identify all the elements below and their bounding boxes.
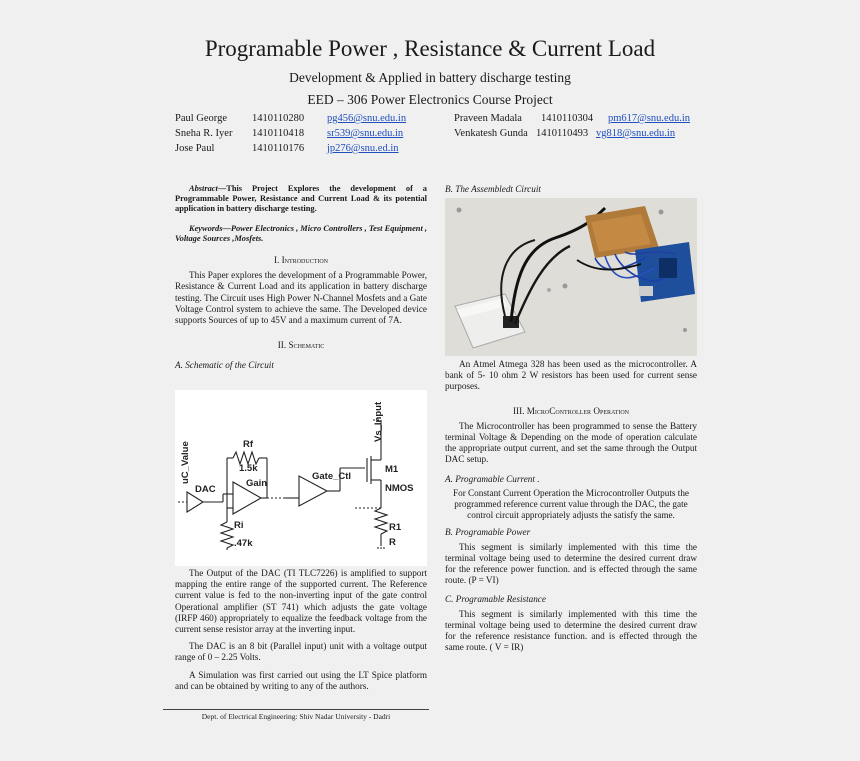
author-email-link[interactable]: sr539@snu.edu.in — [327, 128, 404, 139]
abstract-label: Abstract — [189, 184, 218, 193]
assembled-circuit-photo — [445, 198, 697, 356]
nmos-label: NMOS — [385, 483, 414, 494]
power-text: This segment is similarly implemented with this time the terminal voltage being used to determine the desired current draw for the reference power function. and is effected through the same route. (P = VI) — [445, 541, 697, 586]
author-name: Jose Paul — [175, 143, 215, 154]
author-name: Paul George — [175, 113, 228, 124]
assembled-subheading: B. The Assembledt Circuit — [445, 184, 541, 194]
schematic-subheading: A. Schematic of the Circuit — [175, 360, 274, 371]
dac-label: DAC — [195, 484, 216, 495]
abstract — [175, 184, 427, 215]
resistance-text: This segment is similarly implemented with this time the terminal voltage being used to determine the desired current draw for the reference resistance function. and is effected through the same route. ( V = IR) — [445, 608, 697, 653]
vs-input-label: Vs_Input — [373, 401, 384, 442]
schematic-paragraph: The Output of the DAC (TI TLC7226) is amplified to support mapping the entire range of the supported current. The Reference current value is fed to the non-inverting input of the gate control Operational amplifier (ST 741) which adjusts the gate voltage (IRFP 460) appropriately to equalize the feedback voltage from the current sense resistor array at the inverting input. — [175, 568, 427, 635]
left-column-top — [175, 184, 427, 372]
ri-value-label: .47k — [234, 538, 253, 549]
keywords-text: —Power Electronics , Micro Controllers , Test Equipment , Voltage Sources ,Mosfets. — [175, 223, 427, 243]
author-id: 1410110493 — [536, 128, 589, 139]
mcu-paragraph: The Microcontroller has been programmed to sense the Battery terminal Voltage & Depending on the mode of operation calculate the appropriate output current, and set the same through the Output DAC setup. — [445, 420, 697, 465]
schematic-diagram — [175, 390, 427, 566]
r1-label: R1 — [389, 522, 402, 533]
mcu-heading: III. MicroController Operation — [512, 405, 629, 416]
page-footer: Dept. of Electrical Engineering: Shiv Nadar University - Dadri — [201, 712, 391, 721]
current-text: For Constant Current Operation the Microcontroller Outputs the programmed reference current value through the DAC, the gate control circuit appropriately adjusts the satisfy the same. — [452, 487, 690, 521]
author-email-link[interactable]: vg818@snu.edu.in — [596, 128, 676, 139]
author-id: 1410110304 — [541, 113, 594, 124]
schematic-figure — [175, 390, 427, 566]
keywords — [175, 224, 427, 244]
ri-label: Ri — [234, 520, 244, 531]
footer-divider — [163, 709, 429, 710]
abstract-text: —This Project Explores the development of a Programmable Power, Resistance and Current Load & its potential application in battery discharge testing. — [175, 184, 427, 214]
author-name: Venkatesh Gunda — [454, 128, 528, 139]
dac-buffer-symbol — [187, 492, 203, 512]
paper-subtitle: Development & Applied in battery discharge testing — [289, 70, 571, 85]
author-id: 1410110176 — [252, 143, 305, 154]
author-name: Sneha R. Iyer — [175, 128, 233, 139]
right-column-top — [445, 184, 697, 195]
schematic-heading: II. Schematic — [277, 340, 325, 351]
dac-paragraph: The DAC is an 8 bit (Parallel input) unit with a voltage output range of 0 – 2.25 Volts. — [175, 641, 427, 663]
rf-label: Rf — [243, 439, 254, 450]
paper-title: Programable Power , Resistance & Current Load — [204, 36, 656, 61]
author-email-link[interactable]: pm617@snu.edu.in — [608, 113, 691, 124]
intro-heading: I. Introduction — [273, 255, 329, 266]
uc-value-label: uC_Value — [180, 441, 191, 484]
author-email-link[interactable]: pg456@snu.edu.in — [327, 113, 407, 124]
assembled-caption: An Atmel Atmega 328 has been used as the microcontroller. A bank of 5- 10 ohm 2 W resistors has been used for current sense purposes. — [445, 359, 697, 392]
m1-label: M1 — [385, 464, 399, 475]
power-subheading: B. Programable Power — [445, 527, 531, 538]
ri-resistor — [221, 522, 233, 548]
intro-text: This Paper explores the development of a Programmable Power, Resistance & Current Load and its application in battery discharge testing. The Circuit uses High Power N-Channel Mosfets and a Gate Voltage Control system to achieve the same. The Developed device supports Sources of up to 45V and a maximum current of 7A. — [175, 270, 427, 326]
rf-value-label: 1.5k — [239, 463, 258, 474]
current-subheading: A. Programable Current . — [445, 473, 540, 484]
author-id: 1410110418 — [252, 128, 305, 139]
keywords-label: Keywords — [189, 223, 223, 233]
right-column-body — [445, 359, 697, 653]
r1-resistor — [375, 508, 387, 534]
author-id: 1410110280 — [252, 113, 305, 124]
gate-ctl-label: Gate_Ctl — [312, 471, 352, 482]
left-column-bottom — [175, 568, 427, 692]
simulation-paragraph: A Simulation was first carried out using the LT Spice platform and can be obtained by writing to any of the authors. — [175, 669, 427, 691]
course-line: EED – 306 Power Electronics Course Project — [307, 92, 553, 107]
author-name: Praveen Madala — [454, 113, 522, 124]
gain-label: Gain — [246, 478, 268, 489]
r-label: R — [389, 537, 396, 548]
resistance-subheading: C. Programable Resistance — [445, 594, 546, 605]
author-email-link[interactable]: jp276@snu.ed.in — [327, 143, 399, 154]
